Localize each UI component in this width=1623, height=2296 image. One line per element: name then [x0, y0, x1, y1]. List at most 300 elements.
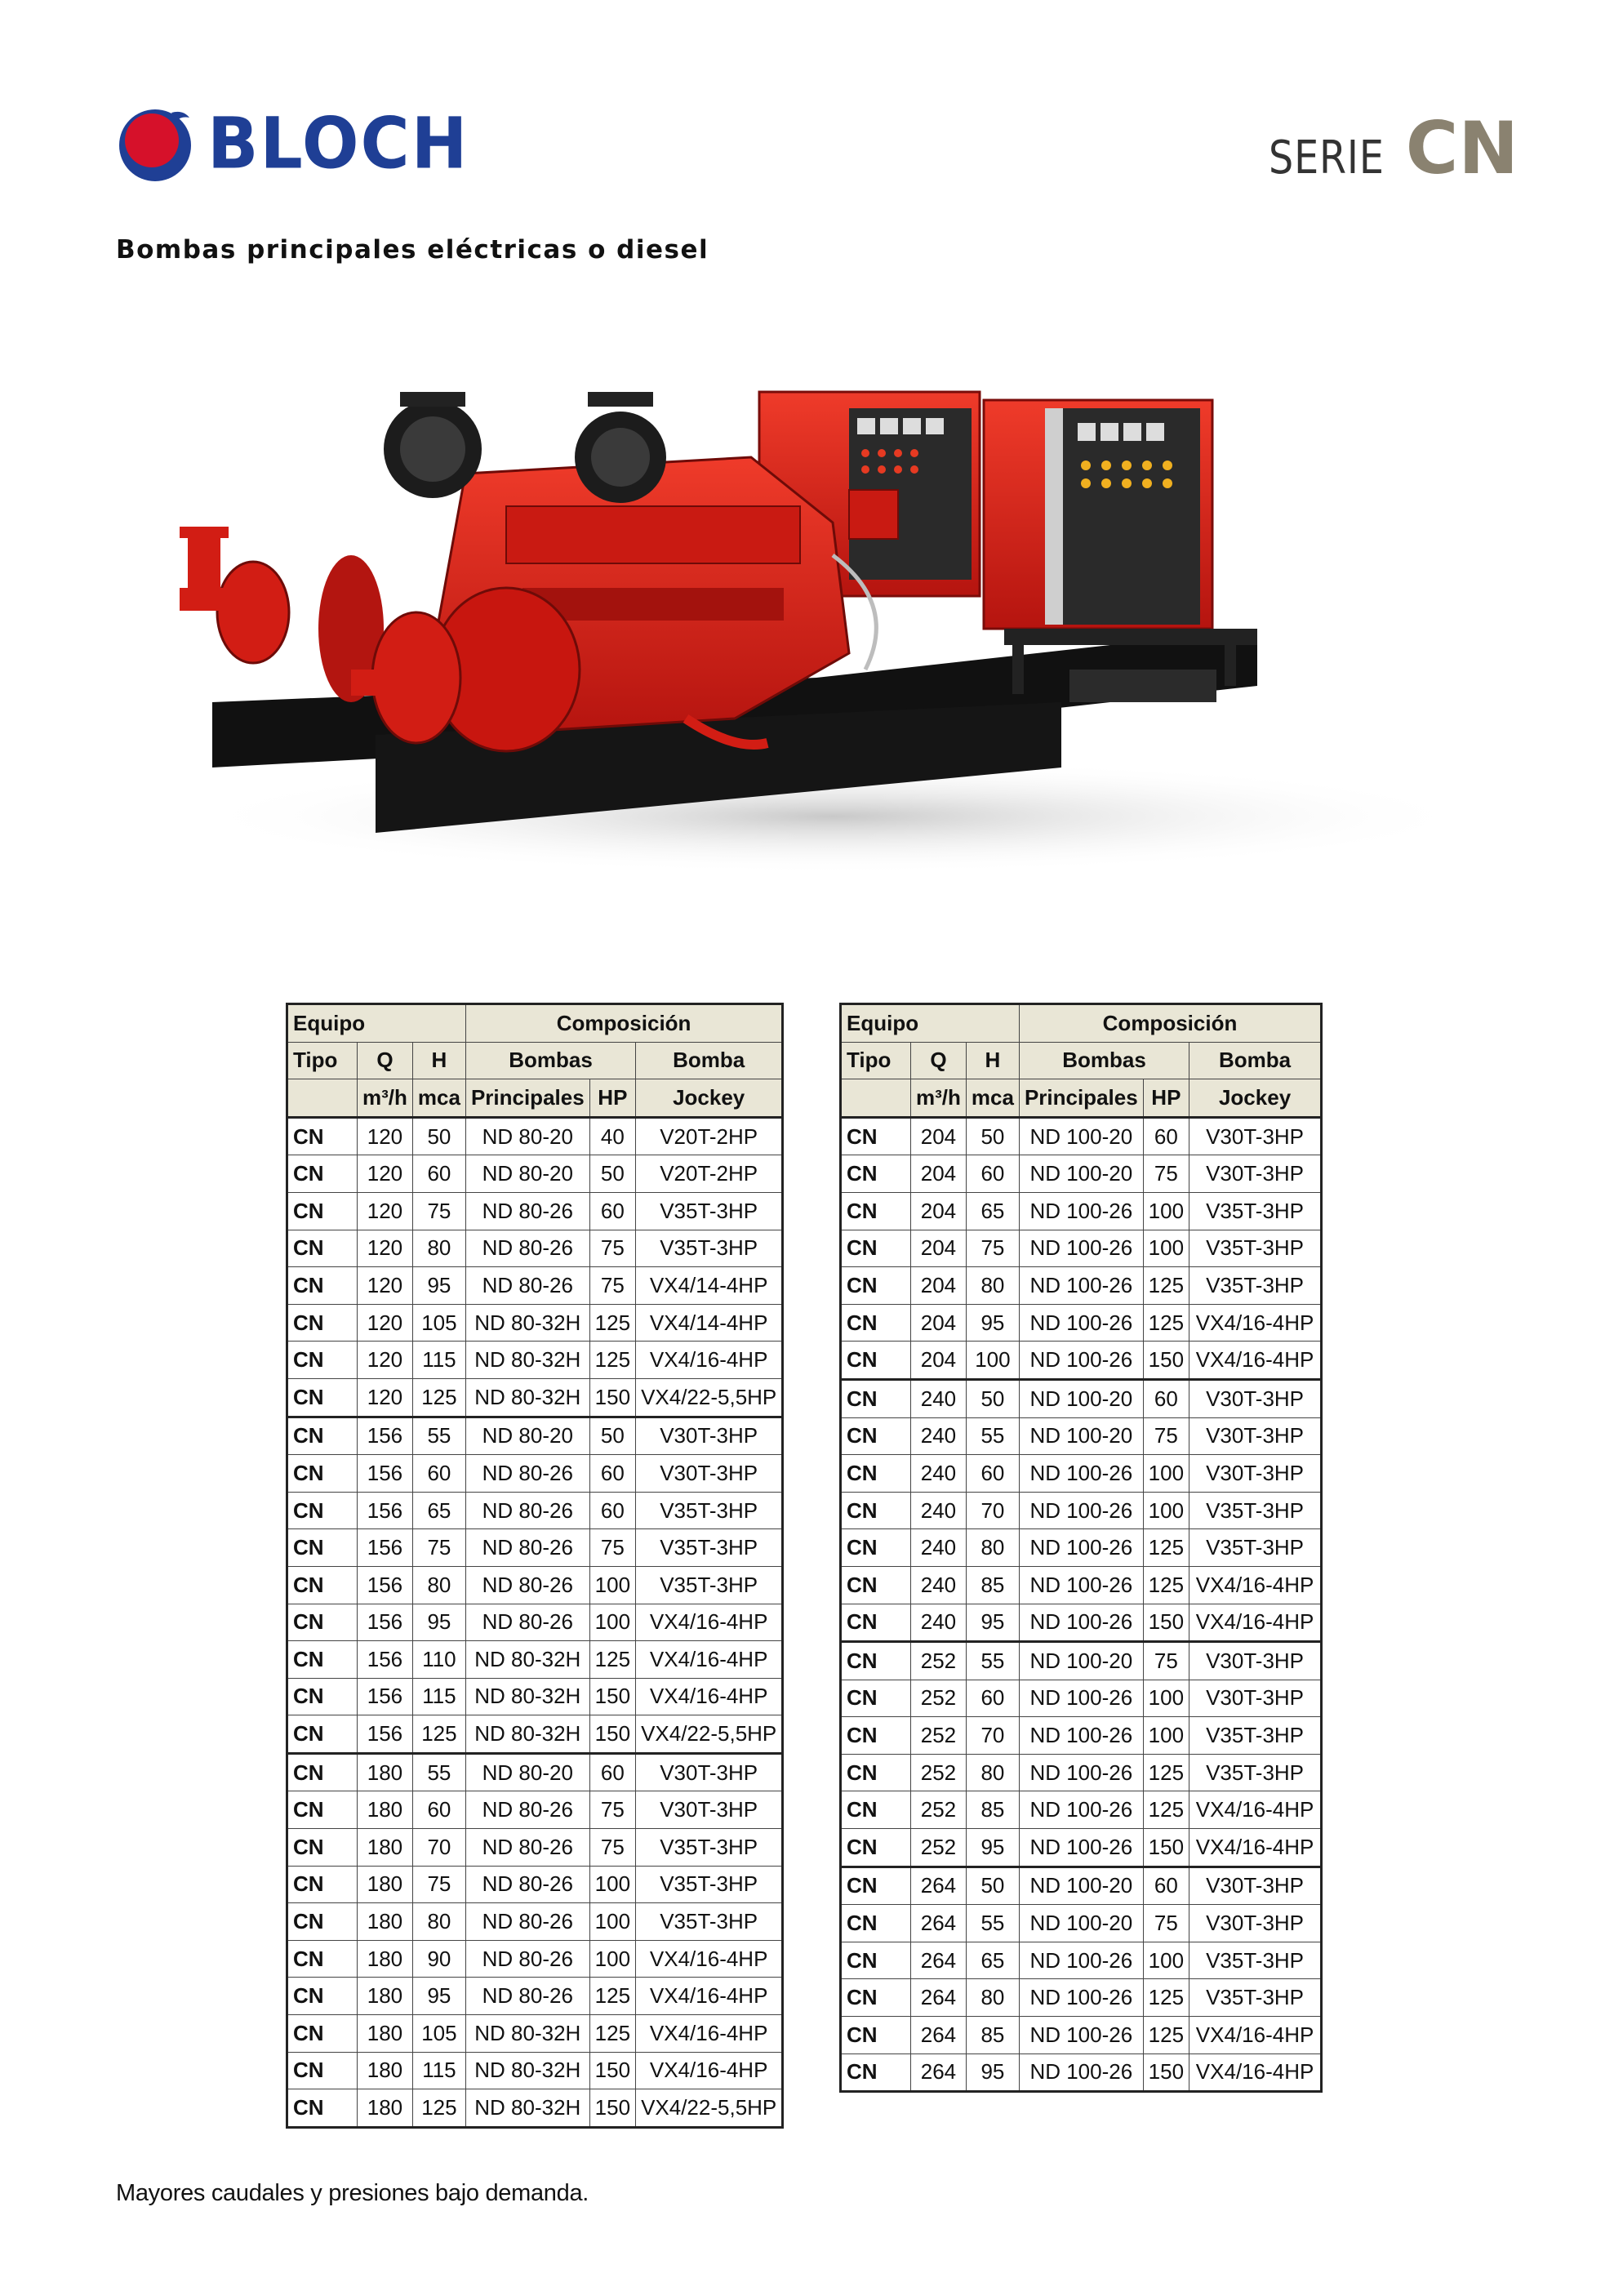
cell-bomba-jockey: VX4/16-4HP: [636, 1641, 783, 1679]
cell-h: 80: [966, 1754, 1019, 1791]
header-bombas: Bombas: [1019, 1042, 1189, 1079]
header-q-unit: m³/h: [358, 1079, 413, 1118]
cell-bomba-jockey: V30T-3HP: [1189, 1155, 1322, 1193]
cell-bomba-jockey: VX4/16-4HP: [636, 1342, 783, 1379]
cell-bombas-principales: ND 80-32H: [465, 1304, 589, 1342]
cell-hp: 60: [1143, 1379, 1189, 1417]
cell-h: 50: [966, 1117, 1019, 1155]
cell-tipo: CN: [287, 1230, 358, 1267]
cell-hp: 125: [589, 1978, 635, 2015]
cell-hp: 60: [589, 1753, 635, 1791]
cell-tipo: CN: [841, 1717, 911, 1755]
cell-hp: 100: [1143, 1680, 1189, 1717]
cell-q: 120: [358, 1155, 413, 1193]
cell-q: 156: [358, 1566, 413, 1604]
cell-h: 105: [412, 1304, 465, 1342]
header-jockey: Jockey: [1189, 1079, 1322, 1118]
cell-h: 55: [966, 1642, 1019, 1680]
cell-bomba-jockey: V35T-3HP: [636, 1192, 783, 1230]
table-row: [287, 1791, 783, 1829]
cell-tipo: CN: [841, 1942, 911, 1979]
cell-h: 95: [966, 1304, 1019, 1342]
cell-bomba-jockey: VX4/14-4HP: [636, 1267, 783, 1305]
cell-q: 204: [911, 1342, 967, 1380]
cell-q: 252: [911, 1754, 967, 1791]
cell-hp: 150: [1143, 2053, 1189, 2092]
cell-tipo: CN: [841, 1192, 911, 1230]
cell-tipo: CN: [841, 1379, 911, 1417]
cell-q: 156: [358, 1492, 413, 1529]
cell-hp: 125: [1143, 1754, 1189, 1791]
cell-bombas-principales: ND 80-26: [465, 1192, 589, 1230]
table-row: [287, 1715, 783, 1754]
cell-bombas-principales: ND 100-26: [1019, 1529, 1143, 1567]
cell-bomba-jockey: V35T-3HP: [1189, 1230, 1322, 1267]
table-row: [841, 1267, 1322, 1305]
cell-bombas-principales: ND 100-26: [1019, 1230, 1143, 1267]
cell-bombas-principales: ND 80-32H: [465, 1641, 589, 1679]
cell-tipo: CN: [841, 1867, 911, 1905]
cell-q: 204: [911, 1267, 967, 1305]
cell-q: 156: [358, 1417, 413, 1455]
cell-hp: 50: [589, 1417, 635, 1455]
cell-h: 80: [966, 1529, 1019, 1567]
cell-bomba-jockey: V35T-3HP: [636, 1829, 783, 1867]
table-row: [841, 1566, 1322, 1604]
cell-bombas-principales: ND 80-20: [465, 1117, 589, 1155]
table-row: [287, 1829, 783, 1867]
cell-tipo: CN: [841, 2053, 911, 2092]
cell-hp: 60: [589, 1455, 635, 1493]
cell-bomba-jockey: VX4/16-4HP: [636, 1604, 783, 1641]
header-bomba: Bomba: [636, 1042, 783, 1079]
spec-table-left: [286, 1003, 784, 2129]
cell-bombas-principales: ND 80-20: [465, 1155, 589, 1193]
cell-q: 156: [358, 1529, 413, 1567]
cell-bomba-jockey: VX4/16-4HP: [1189, 1791, 1322, 1829]
cell-bomba-jockey: V35T-3HP: [1189, 1979, 1322, 2017]
cell-tipo: CN: [841, 1791, 911, 1829]
table-row: [287, 1940, 783, 1978]
cell-hp: 100: [589, 1940, 635, 1978]
cell-bomba-jockey: V30T-3HP: [1189, 1417, 1322, 1455]
cell-q: 252: [911, 1829, 967, 1867]
cell-tipo: CN: [841, 1155, 911, 1193]
cell-h: 55: [412, 1417, 465, 1455]
cell-tipo: CN: [841, 1754, 911, 1791]
table-row: [841, 1642, 1322, 1680]
header-tipo: Tipo: [287, 1042, 358, 1079]
cell-hp: 75: [1143, 1905, 1189, 1942]
cell-q: 180: [358, 1978, 413, 2015]
table-row: [287, 1342, 783, 1379]
cell-bombas-principales: ND 80-32H: [465, 1378, 589, 1417]
cell-h: 60: [966, 1155, 1019, 1193]
cell-bomba-jockey: V30T-3HP: [1189, 1455, 1322, 1493]
cell-bombas-principales: ND 80-26: [465, 1455, 589, 1493]
cell-bombas-principales: ND 100-20: [1019, 1379, 1143, 1417]
cell-h: 95: [412, 1267, 465, 1305]
cell-h: 95: [412, 1978, 465, 2015]
cell-q: 120: [358, 1342, 413, 1379]
cell-tipo: CN: [287, 1455, 358, 1493]
cell-tipo: CN: [841, 2017, 911, 2054]
table-row: [287, 1866, 783, 1903]
cell-hp: 125: [589, 1342, 635, 1379]
cell-bombas-principales: ND 100-26: [1019, 1455, 1143, 1493]
cell-bomba-jockey: V30T-3HP: [1189, 1117, 1322, 1155]
serie-heading: [1248, 106, 1519, 190]
cell-h: 80: [412, 1230, 465, 1267]
table-row: [841, 1117, 1322, 1155]
cell-hp: 75: [1143, 1155, 1189, 1193]
cell-bombas-principales: ND 100-26: [1019, 1754, 1143, 1791]
cell-bomba-jockey: VX4/16-4HP: [636, 2015, 783, 2053]
cell-q: 204: [911, 1155, 967, 1193]
cell-h: 105: [412, 2015, 465, 2053]
table-row: [287, 1378, 783, 1417]
brand-name: BLOCH: [207, 103, 469, 185]
cell-bomba-jockey: V35T-3HP: [1189, 1942, 1322, 1979]
cell-tipo: CN: [841, 1905, 911, 1942]
cell-bomba-jockey: V35T-3HP: [1189, 1492, 1322, 1529]
cell-bomba-jockey: VX4/16-4HP: [1189, 1604, 1322, 1642]
cell-h: 95: [966, 2053, 1019, 2092]
cell-bomba-jockey: V30T-3HP: [636, 1455, 783, 1493]
cell-bombas-principales: ND 100-26: [1019, 1192, 1143, 1230]
cell-bombas-principales: ND 100-26: [1019, 1717, 1143, 1755]
cell-tipo: CN: [287, 1978, 358, 2015]
cell-bomba-jockey: VX4/16-4HP: [1189, 2053, 1322, 2092]
cell-hp: 150: [1143, 1604, 1189, 1642]
cell-tipo: CN: [287, 1866, 358, 1903]
table-row: [841, 1979, 1322, 2017]
cell-q: 156: [358, 1715, 413, 1754]
table-row: [287, 2089, 783, 2128]
cell-bomba-jockey: V35T-3HP: [1189, 1267, 1322, 1305]
table-row: [841, 1680, 1322, 1717]
table-row: [841, 1342, 1322, 1380]
cell-hp: 100: [1143, 1230, 1189, 1267]
cell-h: 50: [966, 1867, 1019, 1905]
cell-bombas-principales: ND 80-26: [465, 1829, 589, 1867]
cell-q: 204: [911, 1192, 967, 1230]
cell-bomba-jockey: V30T-3HP: [1189, 1642, 1322, 1680]
cell-hp: 150: [1143, 1829, 1189, 1867]
cell-tipo: CN: [287, 1604, 358, 1641]
cell-tipo: CN: [287, 1155, 358, 1193]
cell-tipo: CN: [287, 2089, 358, 2128]
header-composicion: Composición: [1019, 1004, 1321, 1043]
cell-hp: 125: [1143, 1304, 1189, 1342]
cell-tipo: CN: [841, 1417, 911, 1455]
header-equipo: Equipo: [287, 1004, 466, 1043]
table-row: [287, 1678, 783, 1715]
brand-logo: [114, 105, 469, 183]
cell-h: 65: [966, 1942, 1019, 1979]
cell-bombas-principales: ND 80-26: [465, 1903, 589, 1941]
cell-bomba-jockey: V30T-3HP: [1189, 1680, 1322, 1717]
header-h: H: [966, 1042, 1019, 1079]
cell-tipo: CN: [841, 1829, 911, 1867]
table-row: [287, 1492, 783, 1529]
cell-bomba-jockey: VX4/16-4HP: [636, 1678, 783, 1715]
cell-bombas-principales: ND 100-20: [1019, 1117, 1143, 1155]
cell-bombas-principales: ND 100-26: [1019, 1267, 1143, 1305]
cell-bombas-principales: ND 100-20: [1019, 1417, 1143, 1455]
cell-tipo: CN: [287, 1903, 358, 1941]
cell-hp: 100: [1143, 1455, 1189, 1493]
pump-set-illustration: [163, 359, 1486, 882]
cell-bomba-jockey: V35T-3HP: [636, 1903, 783, 1941]
cell-q: 120: [358, 1304, 413, 1342]
cell-tipo: CN: [841, 1342, 911, 1380]
cell-bomba-jockey: VX4/16-4HP: [1189, 1829, 1322, 1867]
cell-bombas-principales: ND 80-26: [465, 1492, 589, 1529]
table-row: [287, 1604, 783, 1641]
cell-hp: 75: [589, 1230, 635, 1267]
cell-tipo: CN: [287, 1566, 358, 1604]
cell-hp: 40: [589, 1117, 635, 1155]
cell-h: 80: [966, 1979, 1019, 2017]
cell-tipo: CN: [287, 1267, 358, 1305]
cell-bomba-jockey: V35T-3HP: [1189, 1717, 1322, 1755]
cell-tipo: CN: [287, 1791, 358, 1829]
cell-h: 70: [412, 1829, 465, 1867]
cell-bomba-jockey: VX4/16-4HP: [1189, 1304, 1322, 1342]
cell-tipo: CN: [841, 1642, 911, 1680]
cell-hp: 100: [1143, 1942, 1189, 1979]
cell-h: 115: [412, 1678, 465, 1715]
cell-hp: 50: [589, 1155, 635, 1193]
table-row: [287, 1155, 783, 1193]
cell-tipo: CN: [287, 1829, 358, 1867]
cell-bombas-principales: ND 80-32H: [465, 1342, 589, 1379]
header-hp: HP: [1143, 1079, 1189, 1118]
cell-h: 60: [412, 1155, 465, 1193]
cell-q: 120: [358, 1192, 413, 1230]
footnote: Mayores caudales y presiones bajo demanda.: [116, 2180, 589, 2206]
cell-hp: 60: [589, 1492, 635, 1529]
table-row: [841, 2017, 1322, 2054]
cell-q: 240: [911, 1566, 967, 1604]
cell-hp: 125: [589, 1641, 635, 1679]
cell-h: 125: [412, 2089, 465, 2128]
cell-h: 80: [412, 1903, 465, 1941]
cell-bomba-jockey: VX4/16-4HP: [1189, 1342, 1322, 1380]
header-q-unit: m³/h: [911, 1079, 967, 1118]
cell-bomba-jockey: VX4/14-4HP: [636, 1304, 783, 1342]
cell-bomba-jockey: V35T-3HP: [1189, 1192, 1322, 1230]
cell-hp: 150: [589, 1715, 635, 1754]
cell-h: 100: [966, 1342, 1019, 1380]
cell-hp: 100: [589, 1866, 635, 1903]
cell-tipo: CN: [287, 1529, 358, 1567]
cell-hp: 125: [1143, 1267, 1189, 1305]
cell-h: 55: [412, 1753, 465, 1791]
cell-h: 70: [966, 1717, 1019, 1755]
table-row: [287, 2015, 783, 2053]
header-h-unit: mca: [412, 1079, 465, 1118]
cell-h: 60: [412, 1455, 465, 1493]
cell-q: 156: [358, 1678, 413, 1715]
cell-hp: 75: [589, 1829, 635, 1867]
cell-hp: 100: [589, 1604, 635, 1641]
cell-bomba-jockey: V35T-3HP: [1189, 1529, 1322, 1567]
cell-bomba-jockey: V30T-3HP: [636, 1791, 783, 1829]
table-row: [287, 1230, 783, 1267]
cell-h: 95: [966, 1829, 1019, 1867]
cell-bomba-jockey: VX4/22-5,5HP: [636, 1715, 783, 1754]
cell-bombas-principales: ND 80-26: [465, 1267, 589, 1305]
cell-q: 180: [358, 1940, 413, 1978]
cell-bomba-jockey: V30T-3HP: [1189, 1905, 1322, 1942]
cell-q: 264: [911, 1905, 967, 1942]
header-hp: HP: [589, 1079, 635, 1118]
table-row: [287, 1117, 783, 1155]
header-q: Q: [358, 1042, 413, 1079]
cell-bomba-jockey: V35T-3HP: [636, 1566, 783, 1604]
cell-tipo: CN: [287, 1678, 358, 1715]
cell-q: 264: [911, 2017, 967, 2054]
cell-bomba-jockey: VX4/22-5,5HP: [636, 1378, 783, 1417]
cell-hp: 100: [1143, 1717, 1189, 1755]
table-row: [841, 1230, 1322, 1267]
cell-h: 65: [412, 1492, 465, 1529]
cell-tipo: CN: [841, 1455, 911, 1493]
table-row: [287, 1566, 783, 1604]
cell-q: 180: [358, 1829, 413, 1867]
cell-hp: 100: [589, 1903, 635, 1941]
cell-h: 55: [966, 1905, 1019, 1942]
header-composicion: Composición: [465, 1004, 782, 1043]
cell-bombas-principales: ND 100-26: [1019, 2053, 1143, 2092]
table-row: [287, 1753, 783, 1791]
bloch-logo-mark-icon: [114, 105, 201, 183]
cell-q: 240: [911, 1492, 967, 1529]
spec-table-right: [839, 1003, 1323, 2093]
cell-h: 110: [412, 1641, 465, 1679]
cell-bomba-jockey: V35T-3HP: [636, 1529, 783, 1567]
cell-bomba-jockey: V20T-2HP: [636, 1155, 783, 1193]
cell-bombas-principales: ND 80-26: [465, 1940, 589, 1978]
cell-h: 60: [966, 1680, 1019, 1717]
cell-hp: 75: [589, 1791, 635, 1829]
cell-tipo: CN: [841, 1680, 911, 1717]
cell-bombas-principales: ND 80-32H: [465, 1715, 589, 1754]
table-row: [841, 1155, 1322, 1193]
cell-tipo: CN: [287, 1378, 358, 1417]
cell-h: 75: [412, 1529, 465, 1567]
cell-q: 252: [911, 1680, 967, 1717]
cell-tipo: CN: [841, 1566, 911, 1604]
cell-tipo: CN: [287, 1304, 358, 1342]
cell-hp: 60: [1143, 1867, 1189, 1905]
cell-bombas-principales: ND 80-32H: [465, 1678, 589, 1715]
cell-bomba-jockey: V35T-3HP: [636, 1492, 783, 1529]
cell-h: 85: [966, 1566, 1019, 1604]
cell-tipo: CN: [287, 1492, 358, 1529]
cell-bombas-principales: ND 80-20: [465, 1417, 589, 1455]
cell-q: 156: [358, 1604, 413, 1641]
cell-hp: 60: [1143, 1117, 1189, 1155]
table-row: [841, 2053, 1322, 2092]
cell-bombas-principales: ND 100-26: [1019, 1979, 1143, 2017]
cell-bomba-jockey: V30T-3HP: [636, 1417, 783, 1455]
cell-bombas-principales: ND 100-26: [1019, 1342, 1143, 1380]
cell-bombas-principales: ND 80-32H: [465, 2089, 589, 2128]
cell-hp: 150: [589, 1378, 635, 1417]
cell-h: 85: [966, 2017, 1019, 2054]
cell-hp: 150: [589, 2052, 635, 2089]
cell-q: 180: [358, 2089, 413, 2128]
cell-q: 180: [358, 1753, 413, 1791]
cell-bombas-principales: ND 80-32H: [465, 2015, 589, 2053]
cell-hp: 75: [1143, 1642, 1189, 1680]
cell-q: 240: [911, 1529, 967, 1567]
cell-tipo: CN: [287, 1417, 358, 1455]
cell-bombas-principales: ND 100-26: [1019, 1680, 1143, 1717]
cell-q: 240: [911, 1379, 967, 1417]
serie-label: SERIE: [1269, 131, 1385, 185]
cell-hp: 100: [589, 1566, 635, 1604]
cell-q: 120: [358, 1117, 413, 1155]
cell-tipo: CN: [287, 1192, 358, 1230]
cell-tipo: CN: [841, 1230, 911, 1267]
table-row: [841, 1192, 1322, 1230]
cell-tipo: CN: [287, 1117, 358, 1155]
table-row: [841, 1717, 1322, 1755]
cell-bomba-jockey: VX4/16-4HP: [1189, 1566, 1322, 1604]
cell-bombas-principales: ND 100-26: [1019, 1791, 1143, 1829]
cell-hp: 60: [589, 1192, 635, 1230]
table-row: [287, 1978, 783, 2015]
header-h-unit: mca: [966, 1079, 1019, 1118]
cell-h: 90: [412, 1940, 465, 1978]
cell-h: 75: [412, 1866, 465, 1903]
cell-bomba-jockey: V35T-3HP: [636, 1230, 783, 1267]
cell-q: 240: [911, 1604, 967, 1642]
cell-bomba-jockey: V35T-3HP: [636, 1866, 783, 1903]
cell-h: 60: [412, 1791, 465, 1829]
cell-bomba-jockey: V30T-3HP: [636, 1753, 783, 1791]
cell-h: 95: [966, 1604, 1019, 1642]
table-row: [841, 1754, 1322, 1791]
cell-h: 125: [412, 1715, 465, 1754]
cell-tipo: CN: [841, 1267, 911, 1305]
table-row: [841, 1379, 1322, 1417]
cell-bombas-principales: ND 100-26: [1019, 1604, 1143, 1642]
cell-hp: 125: [1143, 1791, 1189, 1829]
header-equipo: Equipo: [841, 1004, 1020, 1043]
cell-q: 120: [358, 1378, 413, 1417]
cell-q: 252: [911, 1791, 967, 1829]
header-principales: Principales: [465, 1079, 589, 1118]
cell-q: 264: [911, 1867, 967, 1905]
table-row: [841, 1905, 1322, 1942]
cell-q: 240: [911, 1455, 967, 1493]
table-row: [841, 1417, 1322, 1455]
cell-q: 204: [911, 1304, 967, 1342]
cell-hp: 125: [1143, 2017, 1189, 2054]
serie-code: CN: [1405, 106, 1519, 190]
table-row: [287, 1304, 783, 1342]
table-row: [841, 1529, 1322, 1567]
cell-h: 65: [966, 1192, 1019, 1230]
cell-tipo: CN: [841, 1979, 911, 2017]
cell-bombas-principales: ND 100-20: [1019, 1155, 1143, 1193]
cell-hp: 125: [1143, 1566, 1189, 1604]
